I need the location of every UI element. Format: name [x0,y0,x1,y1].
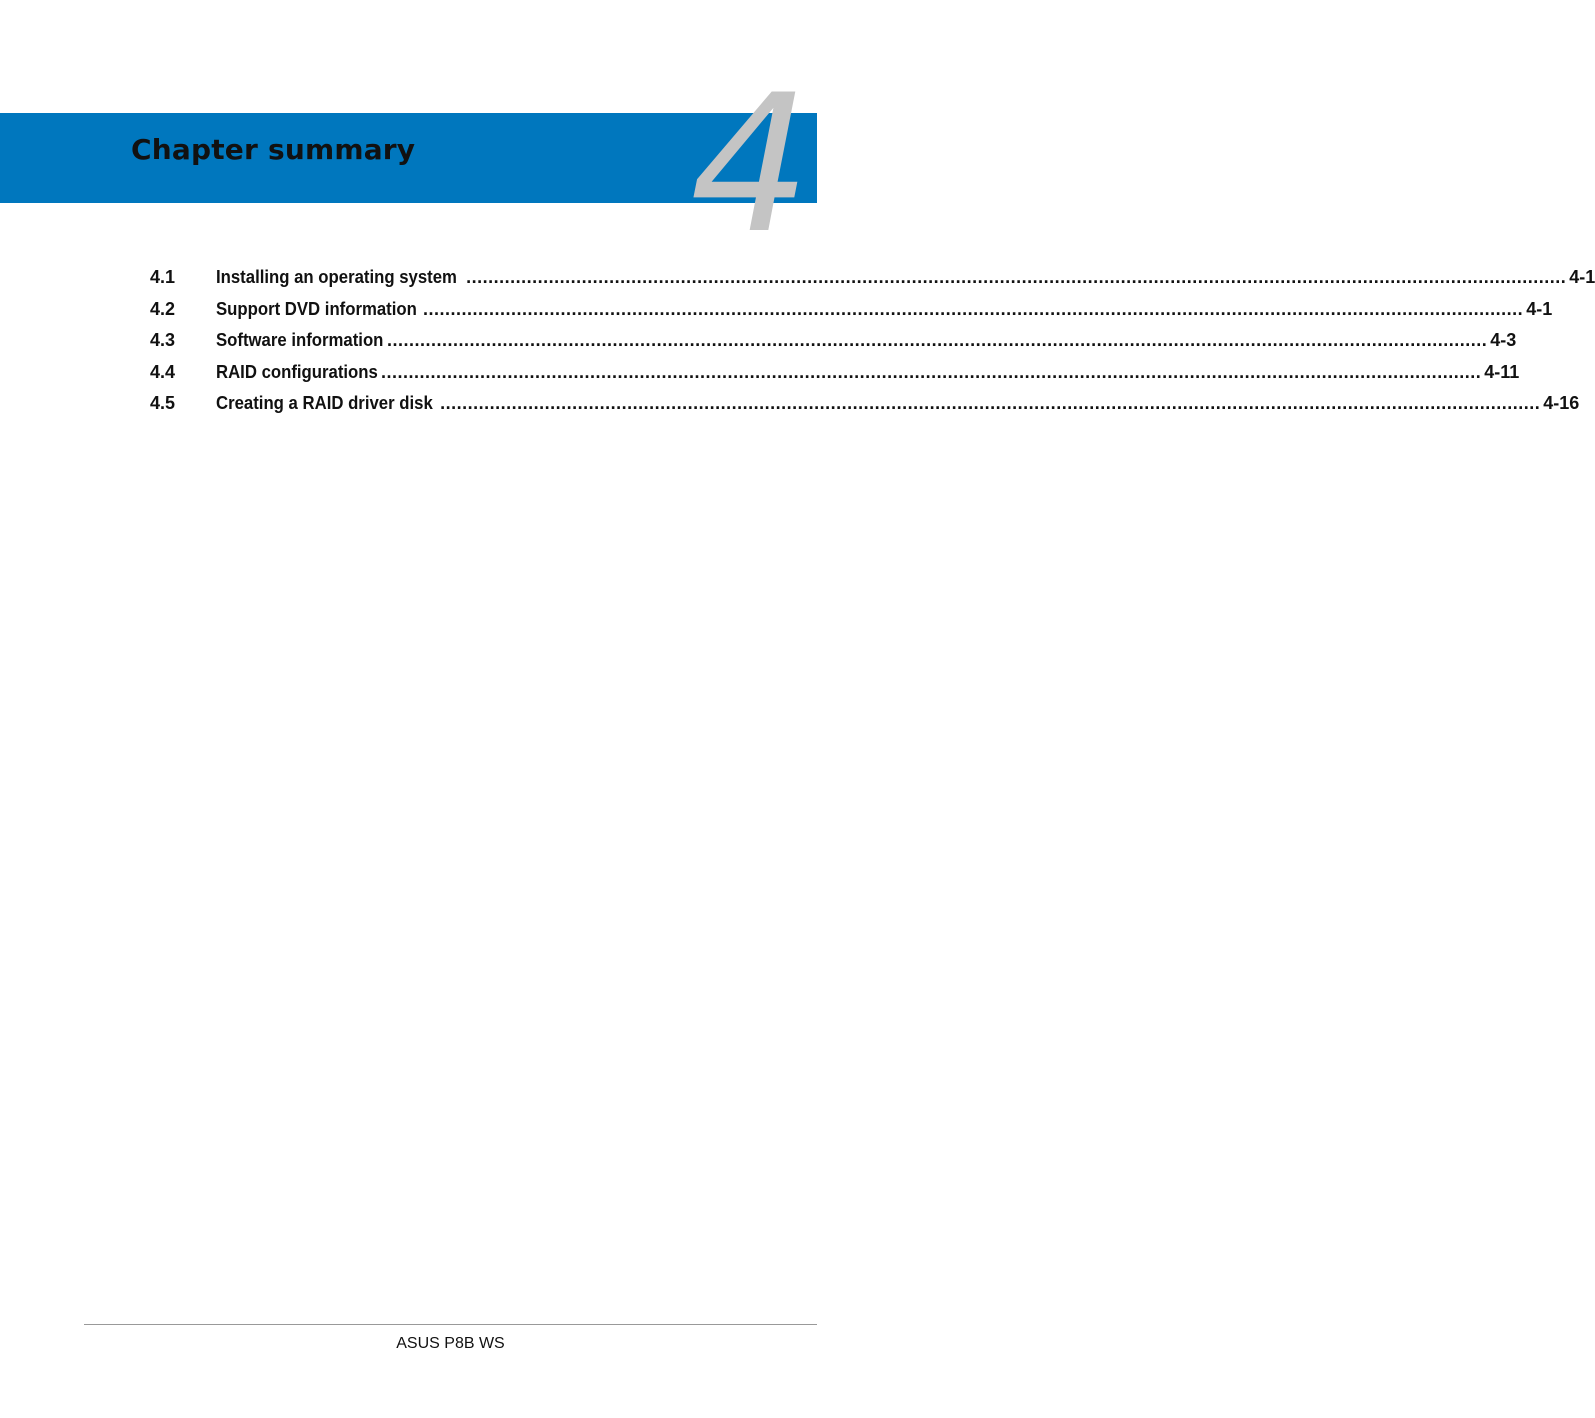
toc-dot-leader: ........................................................................................................................................................................................................ [387,330,1488,350]
footer-product-name: ASUS P8B WS [396,1335,505,1352]
toc-entry[interactable] [150,294,1553,326]
toc-section-title: Creating a RAID driver disk [216,393,433,413]
toc-section-title: Support DVD information [216,298,417,319]
toc-section-number: 4.1 [150,267,176,287]
toc-entry[interactable] [150,357,1520,389]
chapter-title: Chapter summary [131,133,416,166]
toc-section-number: 4.2 [150,298,176,319]
toc-dot-leader: ........................................................................................................................................................................................................ [422,298,1524,319]
toc-entry[interactable] [150,262,1595,294]
toc-dot-leader: ........................................................................................................................................................................................................ [381,361,1482,382]
toc-page-number: 4-11 [1484,361,1520,382]
toc-entry[interactable] [150,325,1517,357]
toc-section-title: Software information [216,330,384,350]
toc-dot-leader: ........................................................................................................................................................................................................ [466,267,1567,287]
table-of-contents [150,262,1595,420]
toc-dot-leader: ........................................................................................................................................................................................................ [440,393,1541,413]
toc-section-number: 4.4 [150,361,176,382]
footer-divider [84,1324,817,1325]
toc-section-title: Installing an operating system [216,267,457,287]
toc-section-number: 4.5 [150,393,176,413]
toc-page-number: 4-1 [1526,298,1553,319]
toc-page-number: 4-3 [1490,330,1517,350]
toc-page-number: 4-16 [1543,393,1580,413]
toc-page-number: 4-1 [1569,267,1595,287]
toc-section-title: RAID configurations [216,361,378,382]
chapter-number: 4 [690,54,811,275]
toc-section-number: 4.3 [150,330,176,350]
toc-entry[interactable] [150,388,1580,420]
